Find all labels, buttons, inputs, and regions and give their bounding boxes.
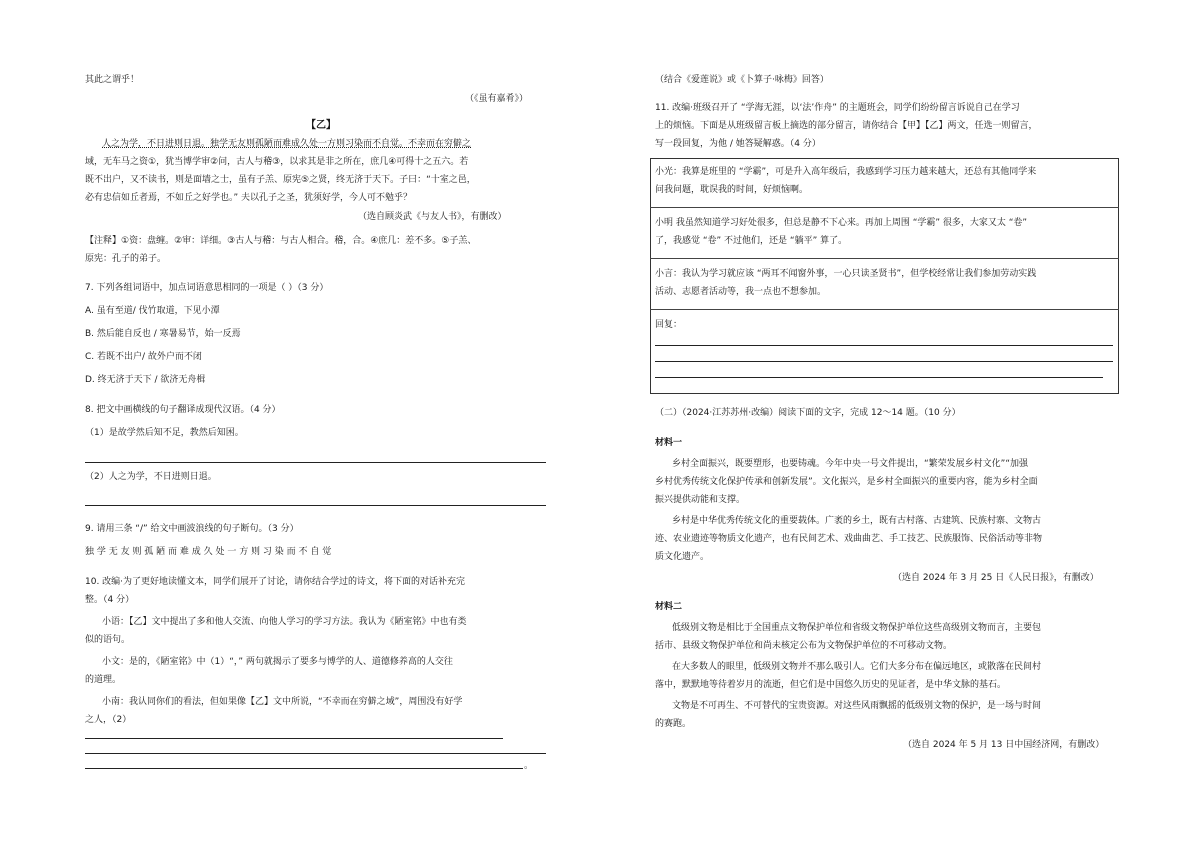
question-8-part-1: （1）是故学然后知不足，教然后知困。	[85, 428, 244, 438]
question-10: 整。（4 分）	[85, 595, 135, 605]
answer-line[interactable]	[655, 345, 1113, 346]
text-line: 其此之谓乎！	[85, 75, 140, 85]
question-11: 上的烦恼。下面是从班级留言板上摘选的部分留言，请你结合【甲】【乙】两文，任选一则留言，	[655, 121, 1038, 131]
material-line: 括市、县级文物保护单位和尚未核定公布为文物保护单位的不可移动文物。	[655, 641, 953, 651]
message-xiaoyan: 活动、志愿者活动等，我一点也不想参加。	[655, 287, 827, 297]
answer-line[interactable]	[85, 462, 546, 463]
question-9: 9. 请用三条 “/” 给文中画波浪线的句子断句。（3 分）	[85, 524, 299, 534]
answer-line[interactable]	[85, 753, 546, 754]
message-xiaoguang: 小光：我算是班里的 “学霸”，可是升入高年级后，我感到学习压力越来越大，还总有其他同学来	[655, 167, 1037, 177]
option-b[interactable]: B. 然后能自反也 / 寒暑易节，始一反焉	[85, 329, 241, 339]
annotation-line: 原宪：孔子的弟子。	[85, 254, 167, 264]
reply-label: 回复：	[655, 320, 683, 330]
underlined-sentence: 人之为学，不日进则日退。独学无友则孤陋而难成久处一方则习染而不自觉。不幸而在穷僻之	[102, 139, 472, 149]
annotation-line: 【注释】①资：盘缠。②审：详细。③古人与稽：与古人相合。稽，合。④庶几：差不多。⑤子羔、	[85, 236, 477, 246]
material-line: 乡村全面振兴，既要塑形，也要铸魂。今年中央一号文件提出，“繁荣发展乡村文化”“加强	[672, 459, 1028, 469]
divider	[650, 309, 1119, 310]
message-xiaoguang: 问我问题，耽误我的时间，好烦恼啊。	[655, 185, 809, 195]
material-line: 落中，默默地等待着岁月的流逝，但它们是中国悠久历史的见证者，是中华文脉的基石。	[655, 680, 1007, 690]
material-one-title: 材料一	[655, 438, 683, 448]
material-line: 的赛跑。	[655, 719, 692, 729]
passage-line: 既不出户，又不读书，则是面墙之士，虽有子羔、原宪⑤之贤，终无济于天下。子曰：“十室之邑，	[85, 175, 476, 185]
question-8: 8. 把文中画横线的句子翻译成现代汉语。（4 分）	[85, 405, 281, 415]
passage-line	[102, 140, 471, 149]
answer-line[interactable]	[85, 738, 503, 739]
section-two-heading: （二）（2024·江苏苏州·改编）阅读下面的文字，完成 12～14 题。（10 分）	[655, 408, 961, 418]
material-line: 低级别文物是相比于全国重点文物保护单位和省级文物保护单位这些高级别文物而言，主要包	[672, 623, 1042, 633]
answer-line[interactable]	[85, 768, 523, 769]
material-line: 在大多数人的眼里，低级别文物并不那么吸引人。它们大多分布在偏远地区，或散落在民间村	[672, 662, 1042, 672]
dialogue-xiaonan: 小南：我认同你们的看法，但如果像【乙】文中所说，“不幸而在穷僻之域”，周围没有好学	[102, 697, 463, 707]
passage-line: 必有忠信如丘者焉，不如丘之好学也。” 夫以孔子之圣，犹须好学，今人可不勉乎？	[85, 193, 413, 203]
material-line: 振兴提供动能和支撑。	[655, 495, 746, 505]
passage-line: 域，无车马之资①，犹当博学审②问，古人与稽③，以求其是非之所在，庶几④可得十之五六。若	[85, 157, 469, 167]
question-10: 10. 改编·为了更好地读懂文本，同学们展开了讨论，请你结合学过的诗文，将下面的对话补充完	[85, 577, 466, 587]
material-line: 质文化遗产。	[655, 552, 710, 562]
material-line: 乡村是中华优秀传统文化的重要载体。广袤的乡土，既有古村落、古建筑、民族村寨、文物古	[672, 516, 1042, 526]
text-line: （结合《爱莲说》或《卜算子·咏梅》回答）	[655, 75, 829, 85]
message-xiaoming: 了，我感觉 “卷” 不过他们，还是 “躺平” 算了。	[655, 236, 848, 246]
source-citation: （《虽有嘉肴》）	[465, 94, 529, 104]
question-11: 11. 改编·班级召开了 “学海无涯，以‘法’作舟” 的主题班会，同学们纷纷留言诉说自己在学习	[655, 103, 1020, 113]
answer-line[interactable]	[655, 377, 1103, 378]
dialogue-xiaonan: 之人，（2）	[85, 715, 132, 725]
message-xiaoming: 小明 我虽然知道学习好处很多，但总是静不下心来。再加上周围 “学霸” 很多，大家又太 “卷”	[655, 218, 1028, 228]
divider	[650, 258, 1119, 259]
option-c[interactable]: C. 若既不出户/ 故外户而不闭	[85, 352, 202, 362]
material-line: 文物是不可再生、不可替代的宝贵资源。对这些风雨飘摇的低级别文物的保护，是一场与时间	[672, 701, 1042, 711]
question-8-part-2: （2）人之为学，不日进则日退。	[85, 472, 217, 482]
divider	[650, 207, 1119, 208]
option-a[interactable]: A. 虽有至道/ 伐竹取道，下见小潭	[85, 306, 220, 316]
dialogue-xiaoyu: 小语：【乙】文中提出了多和他人交流、向他人学习的学习方法。我认为《陋室铭》中也有类	[102, 617, 467, 627]
source-citation: （选自 2024 年 5 月 13 日中国经济网，有删改）	[903, 740, 1105, 750]
answer-line[interactable]	[85, 505, 546, 506]
sentence-to-punctuate: 独 学 无 友 则 孤 陋 而 难 成 久 处 一 方 则 习 染 而 不 自 觉	[85, 547, 332, 557]
trailing-period: 。	[524, 761, 534, 771]
section-heading-yi: 【乙】	[306, 120, 336, 131]
question-7: 7. 下列各组词语中，加点词语意思相同的一项是（ ）（3 分）	[85, 283, 329, 293]
dialogue-xiaoyu: 似的语句。	[85, 635, 131, 645]
material-two-title: 材料二	[655, 602, 683, 612]
material-line: 乡村优秀传统文化保护传承和创新发展”。文化振兴，是乡村全面振兴的重要内容，能为乡村全面	[655, 477, 1038, 487]
option-d[interactable]: D. 终无济于天下 / 欲济无舟楫	[85, 375, 206, 385]
source-citation: （选自 2024 年 3 月 25 日《人民日报》，有删改）	[893, 573, 1099, 583]
dialogue-xiaowen: 小文：是的，《陋室铭》中（1）“，” 两句就揭示了要多与博学的人、道德修养高的人交往	[102, 657, 453, 667]
answer-line[interactable]	[655, 361, 1113, 362]
material-line: 迹、农业遗迹等物质文化遗产，也有民间艺术、戏曲曲艺、手工技艺、民族服饰、民俗活动等非物	[655, 534, 1043, 544]
source-citation: （选自顾炎武《与友人书》，有删改）	[358, 212, 507, 222]
message-xiaoyan: 小言：我认为学习就应该 “两耳不闻窗外事，一心只读圣贤书”，但学校经常让我们参加劳动实践	[655, 269, 1037, 279]
question-11: 写一段回复，为他 / 她答疑解惑。（4 分）	[655, 139, 821, 149]
dialogue-xiaowen: 的道理。	[85, 675, 122, 685]
